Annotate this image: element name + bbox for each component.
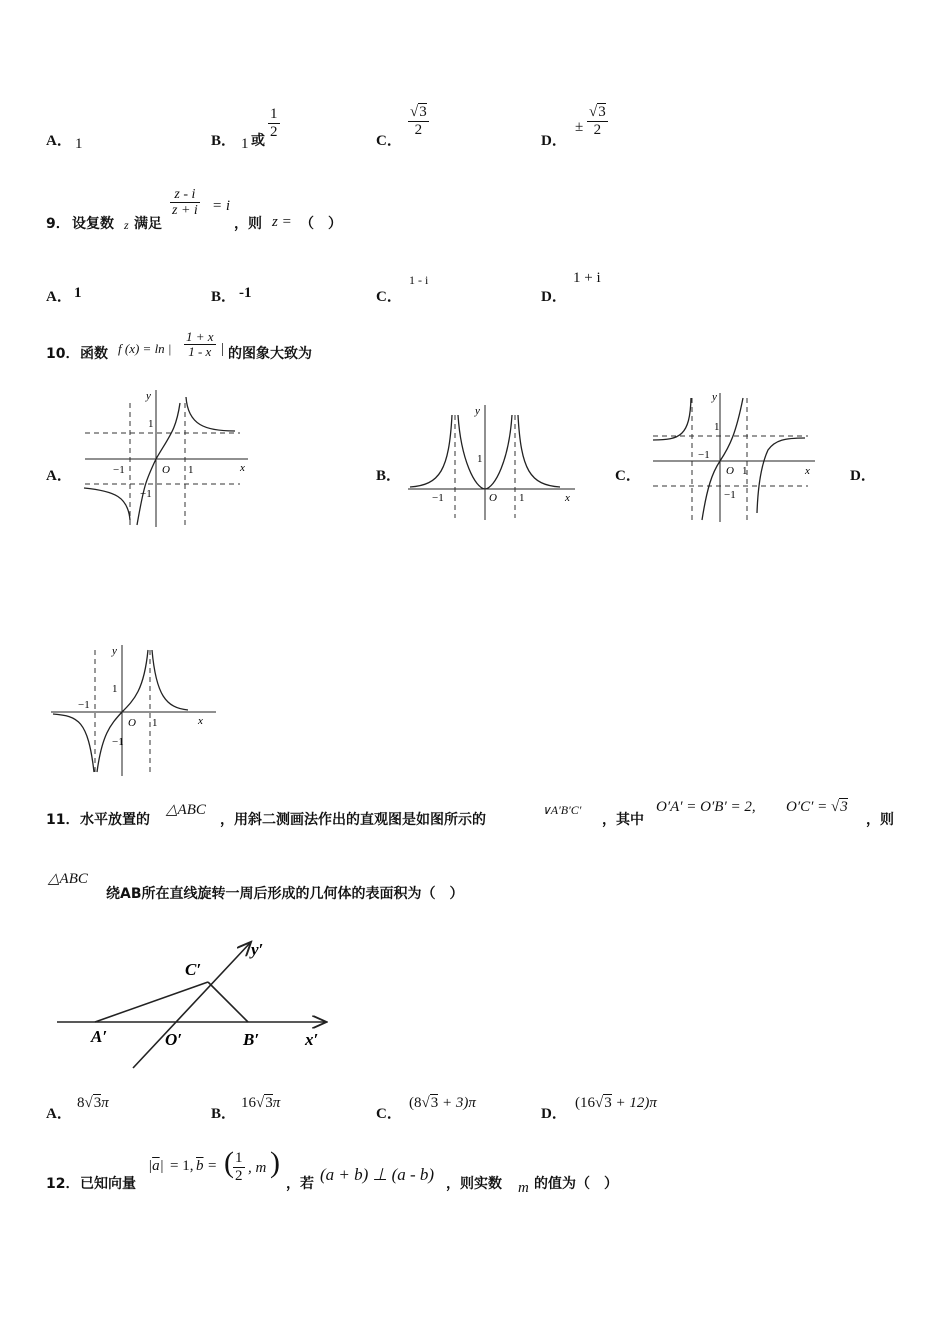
option-d-label[interactable]: D．	[541, 133, 567, 149]
option-b-fraction: $\frac{1}{2}$	[270, 106, 278, 140]
option-c-label[interactable]: C．	[376, 133, 402, 149]
label-x: x	[240, 462, 245, 474]
q11-option-d-value: (16√3 + 12)π	[575, 1095, 657, 1111]
q10-bar: |	[221, 341, 225, 357]
q9-text3: ，则	[234, 216, 262, 232]
q11-option-d-label[interactable]: D．	[541, 1106, 567, 1122]
option-c-fraction: $\frac{√3}{2}$	[410, 104, 427, 138]
graph-b[interactable]	[405, 400, 575, 522]
label-y: y	[146, 390, 151, 402]
q9-text1: 设复数	[72, 216, 114, 232]
label-neg1y: −1	[112, 736, 124, 748]
graph-c[interactable]	[650, 388, 820, 524]
label-neg1x: −1	[78, 699, 90, 711]
q9-option-a-label[interactable]: A．	[46, 289, 72, 305]
label-b: B′	[243, 1030, 260, 1049]
q12-text2: ，若	[286, 1176, 314, 1192]
q10-func: f (x) = ln |	[118, 341, 172, 356]
label-x: x	[565, 492, 570, 504]
label-x: x′	[305, 1030, 319, 1049]
label-x: x	[805, 465, 810, 477]
label-1x: 1	[188, 464, 194, 476]
q11-cond2: O′C′ = √3	[786, 799, 848, 815]
q12-m-component: , m	[248, 1160, 267, 1176]
q9-option-c-value: 1 - i	[409, 273, 429, 287]
q11-option-a-label[interactable]: A．	[46, 1106, 72, 1122]
q10-fraction: $\frac{1 + x}{1 - x}$	[186, 329, 214, 360]
q9-option-c-label[interactable]: C．	[376, 289, 402, 305]
q12-vec-b: $\overline{b}$	[196, 1158, 204, 1174]
label-1: 1	[112, 683, 118, 695]
q10-option-c-label[interactable]: C．	[615, 468, 641, 484]
label-c: C′	[185, 960, 202, 979]
q12-eq1: = 1,	[170, 1158, 194, 1174]
graph-d[interactable]	[48, 640, 218, 780]
q12-text1: 已知向量	[80, 1176, 136, 1192]
option-d-pm: ±	[575, 119, 584, 135]
q10-text2: 的图象大致为	[228, 346, 312, 362]
q12-cond: (a + b) ⊥ (a - b)	[320, 1165, 435, 1184]
q9-paren: （ ）	[300, 216, 342, 232]
option-a-label[interactable]: A．	[46, 133, 72, 149]
q10-number: 10．	[46, 346, 80, 362]
graph-a[interactable]	[80, 385, 250, 533]
label-neg1x: −1	[113, 464, 125, 476]
label-y: y′	[251, 940, 264, 959]
q11-number: 11．	[46, 812, 80, 828]
q10-option-a-label[interactable]: A．	[46, 468, 72, 484]
q11-tri: △ABC	[166, 802, 206, 818]
q11-cond1: O′A′ = O′B′ = 2,	[656, 799, 756, 815]
label-o: O′	[165, 1030, 183, 1049]
q11-text4: ，则	[866, 812, 894, 828]
q12-number: 12．	[46, 1176, 80, 1192]
option-d-fraction: $\frac{√3}{2}$	[589, 104, 606, 138]
label-1x: 1	[519, 492, 525, 504]
q11-tri2: ∨A′B′C′	[542, 803, 582, 817]
label-x: x	[198, 715, 203, 727]
q9-text2: 满足	[134, 216, 162, 232]
q11-option-a-value: 8√3π	[77, 1095, 109, 1111]
label-1x: 1	[742, 465, 748, 477]
q10-option-d-label[interactable]: D．	[850, 468, 876, 484]
q11-option-c-label[interactable]: C．	[376, 1106, 402, 1122]
q12-rparen: )	[270, 1146, 280, 1179]
label-o: O	[128, 717, 136, 729]
label-y: y	[112, 645, 117, 657]
q9-number: 9．	[46, 216, 70, 232]
q9-option-b-label[interactable]: B．	[211, 289, 237, 305]
q11-option-b-value: 16√3π	[241, 1095, 281, 1111]
label-y: y	[712, 391, 717, 403]
q11-text2: ，用斜二测画法作出的直观图是如图所示的	[220, 812, 486, 828]
q12-fraction: $\frac{1}{2}$	[235, 1150, 243, 1184]
q10-option-b-label[interactable]: B．	[376, 468, 402, 484]
label-a: A′	[91, 1027, 108, 1046]
side-cb	[208, 982, 248, 1022]
label-o: O	[162, 464, 170, 476]
label-neg1y: −1	[724, 489, 736, 501]
q9-option-b-value: -1	[239, 285, 252, 301]
label-neg1x: −1	[698, 449, 710, 461]
side-ac	[95, 982, 208, 1022]
q9-option-d-label[interactable]: D．	[541, 289, 567, 305]
q11-figure	[55, 935, 345, 1075]
label-1: 1	[714, 421, 720, 433]
q12-eq2: =	[208, 1158, 217, 1174]
q12-var: m	[518, 1180, 529, 1196]
option-b-or: 或	[251, 133, 265, 149]
q9-z-eq: z =	[272, 214, 292, 230]
label-neg1y: −1	[140, 488, 152, 500]
q11-line2-tri: △ABC	[48, 871, 88, 887]
q12-text3: ，则实数	[446, 1176, 502, 1192]
label-1: 1	[477, 453, 483, 465]
label-o: O	[489, 492, 497, 504]
q11-option-b-label[interactable]: B．	[211, 1106, 237, 1122]
q12-vec-a: $|\overline{a}|$	[148, 1158, 164, 1174]
label-o: O	[726, 465, 734, 477]
q11-option-c-value: (8√3 + 3)π	[409, 1095, 476, 1111]
q12-lparen: (	[224, 1146, 234, 1179]
option-b-pre: 1	[241, 136, 249, 152]
q12-text4: 的值为（ ）	[534, 1176, 618, 1192]
option-b-label[interactable]: B．	[211, 133, 237, 149]
q9-fraction: $\frac{z - i}{z + i}$	[172, 187, 198, 219]
q9-option-a-value: 1	[74, 285, 82, 301]
q9-eq: = i	[212, 198, 231, 214]
q9-option-d-value: 1 + i	[573, 270, 601, 286]
label-1x: 1	[152, 717, 158, 729]
q10-text1: 函数	[80, 346, 108, 362]
label-1: 1	[148, 418, 154, 430]
q11-text3: ，其中	[602, 812, 644, 828]
option-a-value: 1	[75, 136, 83, 152]
label-y: y	[475, 405, 480, 417]
q11-text1: 水平放置的	[80, 812, 150, 828]
q9-var: z	[124, 218, 129, 232]
q11-line2-text: 绕AB所在直线旋转一周后形成的几何体的表面积为（ ）	[106, 886, 464, 902]
label-neg1x: −1	[432, 492, 444, 504]
